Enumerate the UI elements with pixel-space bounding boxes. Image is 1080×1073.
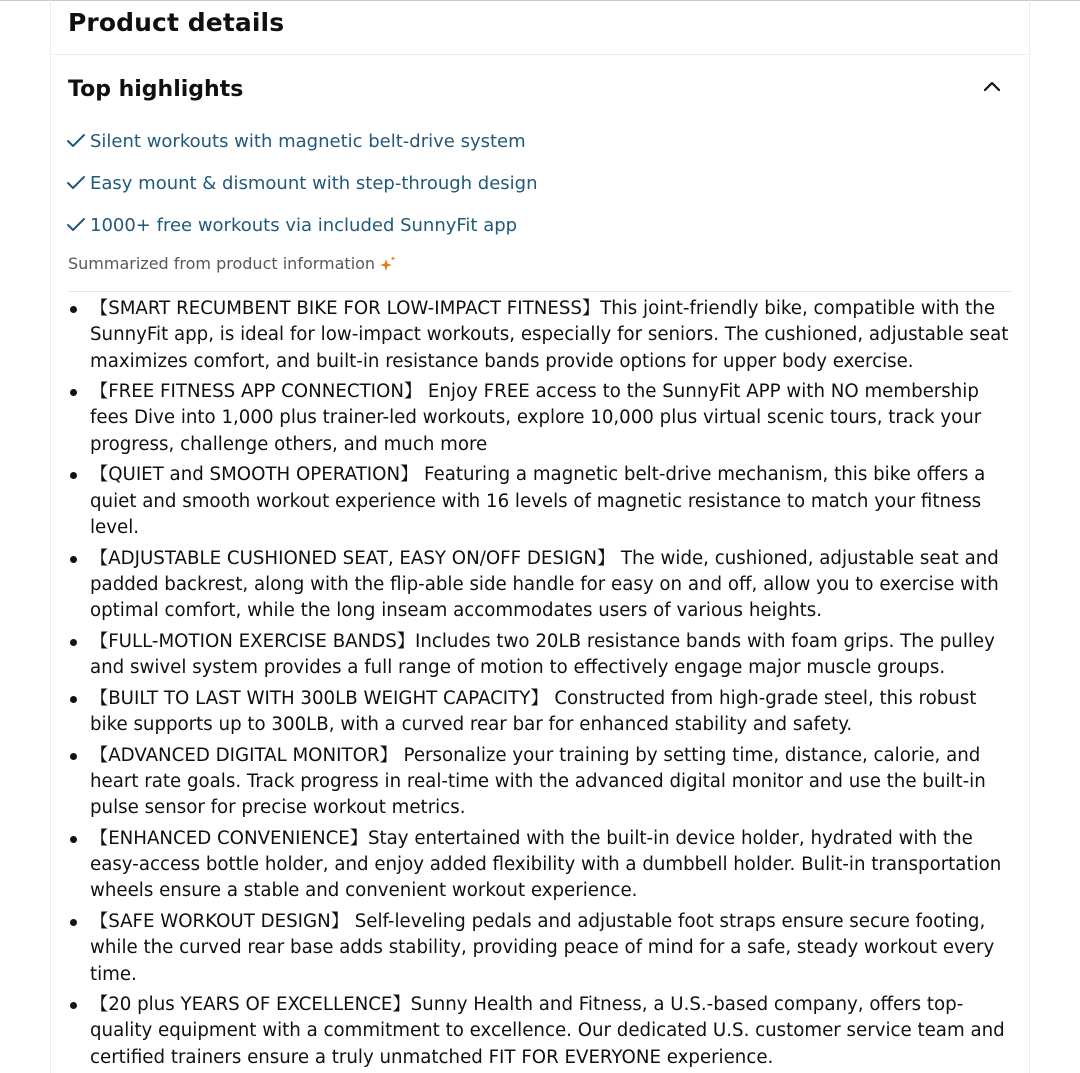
feature-bullets bbox=[90, 296, 1015, 1073]
feature-bullet-text: 【SAFE WORKOUT DESIGN】 Self-leveling pedals and adjustable foot straps ensure secure footing, while the curved rear base adds stability, providing peace of mind for a safe, steady workout every time. bbox=[90, 910, 995, 985]
feature-bullet bbox=[90, 629, 1015, 682]
feature-bullet bbox=[90, 686, 1015, 739]
feature-bullet bbox=[90, 379, 1015, 458]
highlight-item bbox=[66, 128, 538, 154]
check-icon bbox=[66, 215, 86, 235]
panel-left-border bbox=[50, 0, 51, 1073]
highlight-item bbox=[66, 212, 538, 238]
feature-bullet bbox=[90, 296, 1015, 375]
feature-bullet-text: 【BUILT TO LAST WITH 300LB WEIGHT CAPACITY】 Constructed from high-grade steel, this robust bike supports up to 300LB, with a curved rear bar for enhanced stability and safety. bbox=[90, 687, 977, 735]
bullet-marker bbox=[70, 836, 77, 843]
feature-bullet-text: 【ENHANCED CONVENIENCE】Stay entertained with the built-in device holder, hydrated with the easy-access bottle holder, and enjoy added flexibility with a dumbbell holder. Bulit-in transportation wheels ensure a stable and convenient workout experience. bbox=[90, 827, 1002, 902]
feature-bullet bbox=[90, 743, 1015, 822]
summary-text: Summarized from product information bbox=[68, 254, 376, 273]
feature-bullet-text: 【ADVANCED DIGITAL MONITOR】 Personalize your training by setting time, distance, calorie, and heart rate goals. Track progress in real-time with the advanced digital monitor and use the built-in pulse sensor for precise workout metrics. bbox=[90, 744, 986, 819]
top-divider bbox=[0, 0, 1080, 1]
highlight-item bbox=[66, 170, 538, 196]
bullet-marker bbox=[70, 556, 77, 563]
bullet-marker bbox=[70, 389, 77, 396]
bullet-marker bbox=[70, 753, 77, 760]
feature-bullet bbox=[90, 909, 1015, 988]
bullet-marker bbox=[70, 919, 77, 926]
highlight-text: Easy mount & dismount with step-through design bbox=[90, 172, 538, 194]
highlights-list bbox=[66, 128, 538, 254]
summary-divider bbox=[68, 291, 1012, 292]
highlight-text: Silent workouts with magnetic belt-drive system bbox=[90, 130, 526, 152]
feature-bullet-text: 【ADJUSTABLE CUSHIONED SEAT, EASY ON/OFF DESIGN】 The wide, cushioned, adjustable seat and padded backrest, along with the flip-able side handle for easy on and off, allow you to exercise with optimal comfort, while the long inseam accommodates users of various heights. bbox=[90, 547, 999, 622]
feature-bullet bbox=[90, 546, 1015, 625]
title-divider bbox=[51, 54, 1029, 55]
feature-bullet-text: 【FULL-MOTION EXERCISE BANDS】Includes two 20LB resistance bands with foam grips. The pulley and swivel system provides a full range of motion to effectively engage major muscle groups. bbox=[90, 630, 995, 679]
sparkle-icon bbox=[380, 256, 396, 272]
ai-summary-note bbox=[68, 254, 396, 273]
highlight-text: 1000+ free workouts via included SunnyFit app bbox=[90, 214, 518, 236]
bullet-marker bbox=[70, 696, 77, 703]
check-icon bbox=[66, 173, 86, 193]
page-title: Product details bbox=[68, 8, 285, 37]
feature-bullet-text: 【SMART RECUMBENT BIKE FOR LOW-IMPACT FITNESS】This joint-friendly bike, compatible with the SunnyFit app, is ideal for low-impact workouts, especially for seniors. The cushioned, adjustable seat maximizes comfort, and built-in resistance bands provide options for upper body exercise. bbox=[90, 298, 1009, 372]
feature-bullet bbox=[90, 992, 1015, 1071]
feature-bullet bbox=[90, 826, 1015, 905]
feature-bullet-text: 【20 plus YEARS OF EXCELLENCE】Sunny Health and Fitness, a U.S.-based company, offers top-quality equipment with a commitment to excellence. Our dedicated U.S. customer service team and certified trainers ensure a truly unmatched FIT FOR EVERYONE experience. bbox=[90, 994, 1005, 1068]
bullet-marker bbox=[70, 306, 77, 313]
chevron-up-icon[interactable] bbox=[980, 75, 1004, 99]
bullet-marker bbox=[70, 639, 77, 646]
bullet-marker bbox=[70, 1002, 77, 1009]
panel-right-border bbox=[1029, 0, 1030, 1073]
check-icon bbox=[66, 131, 86, 151]
feature-bullet-text: 【QUIET and SMOOTH OPERATION】 Featuring a magnetic belt-drive mechanism, this bike offers a quiet and smooth workout experience with 16 levels of magnetic resistance to match your fitness level. bbox=[90, 464, 986, 538]
feature-bullet bbox=[90, 462, 1015, 541]
feature-bullet-text: 【FREE FITNESS APP CONNECTION】 Enjoy FREE access to the SunnyFit APP with NO membership fees Dive into 1,000 plus trainer-led workouts, explore 10,000 plus virtual scenic tours, track your progress, challenge others, and much more bbox=[90, 381, 982, 455]
top-highlights-header[interactable] bbox=[68, 75, 1012, 107]
bullet-marker bbox=[70, 472, 77, 479]
section-title: Top highlights bbox=[68, 77, 244, 102]
